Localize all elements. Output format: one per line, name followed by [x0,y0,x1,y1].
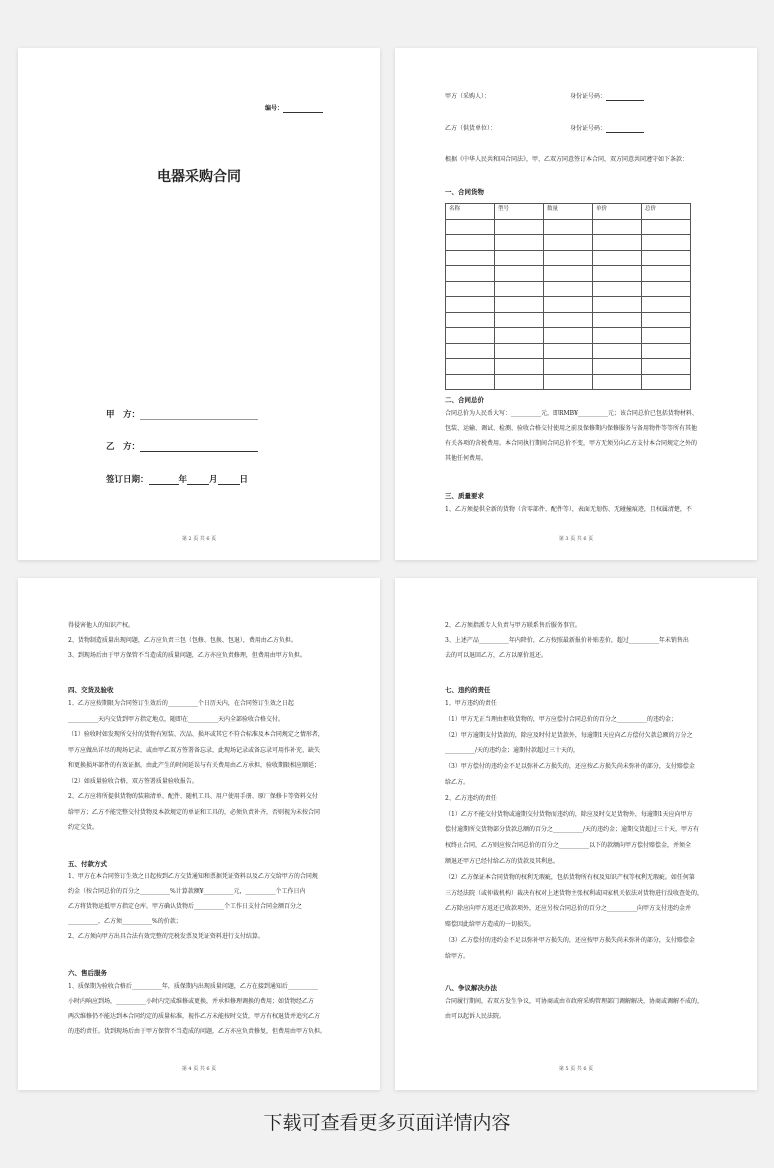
buyer-id-label [570,93,644,101]
paragraph-line: （2）乙方保证本合同货物的权利无瑕疵，包括货物所有权及知识产权等权利无瑕疵。如任何第 [445,873,695,881]
section-5-heading: 五、付款方式 [68,860,107,868]
sign-date-line [106,473,248,485]
table-cell [593,235,642,251]
section-1-heading: 一、合同货物 [445,188,484,196]
paragraph-line: 1、乙方应按期限为合同签订生效后的__________个日历天内，在合同签订生效之日起 [68,700,294,707]
table-cell [446,266,495,282]
buyer-id-text: 身份证号码： [570,93,607,100]
paragraph-line: 有关各项的含税费用。本合同执行期间合同总价不变，甲方无须另向乙方支付本合同规定之外的 [445,440,698,447]
page-number: 第 2 页 共 6 页 [181,536,217,542]
buyer-label: 甲方（采购人）： [445,93,491,100]
paragraph-line: 小时内响应到场，__________小时内完成维修或更换，并承担修理调换的费用；如货物经乙方 [68,998,315,1005]
page-number: 第 4 页 共 6 页 [181,1066,217,1072]
table-cell [446,328,495,344]
table-cell [495,328,544,344]
table-header-row [446,204,691,220]
goods-table [445,203,691,390]
paragraph-line: 两次维修仍不能达到本合同约定的质量标准，视作乙方未能按时交货，甲方有权退货并追究乙方 [68,1013,321,1020]
table-row [446,250,691,266]
table-cell [544,266,593,282]
table-cell [642,235,691,251]
paragraph-line: 给乙方。 [445,779,470,786]
table-cell [544,250,593,266]
table-cell [544,297,593,313]
table-cell [544,312,593,328]
paragraph-line: 和更换损坏部件的有效证据，由此产生的时间延误与有关费用由乙方承担，验收期限相应顺延； [68,762,321,769]
table-cell [446,281,495,297]
table-cell [495,374,544,390]
table-cell [642,312,691,328]
section-7-heading: 七、违约的责任 [445,686,491,694]
paragraph-line: 1、甲方违约的责任 [445,700,497,707]
section-6-heading: 六、售后服务 [68,969,107,977]
table-cell [642,343,691,359]
paragraph-line: 1、质保期为验收合格后__________年，质保期内出现质量问题，乙方在接到通知后__________ [68,983,318,990]
table-header-cell: 总价 [642,204,691,220]
table-cell [593,281,642,297]
goods-table-body [446,204,691,390]
paragraph-line: 约定交货。 [68,824,99,831]
table-row [446,219,691,235]
section-2-heading: 二、合同总价 [445,396,484,404]
paragraph-line: 1、乙方须提供全新的货物（含零部件、配件等），表面无划伤、无碰撞痕迹，且权属清楚，不 [445,506,692,513]
day-blank [218,476,240,485]
paragraph-line: 3、到现场后由于甲方保管不当造成的质量问题，乙方亦应负责修理，但费用由甲方负担。 [68,652,306,659]
paragraph-line: 额退还甲方已经付给乙方的货款及其利息。 [445,858,560,865]
paragraph-line: （1）乙方不能交付货物或逾期交付货物而违约的，除应及时交足货物外，每逾期1天应向甲方 [445,810,693,818]
table-cell [593,328,642,344]
year-blank [149,476,179,485]
table-header-cell: 名称 [446,204,495,220]
table-cell [544,374,593,390]
table-cell [446,312,495,328]
table-header-cell: 数量 [544,204,593,220]
table-cell [495,297,544,313]
table-cell [544,219,593,235]
table-cell [593,250,642,266]
paragraph-line: 其他任何费用。 [445,455,488,462]
paragraph-line: 2、货物制造质量出现问题，乙方应负责三包（包修、包换、包退），费用由乙方负担。 [68,637,297,644]
page-4 [395,578,757,1090]
table-cell [446,235,495,251]
paragraph-line: （3）甲方偿付的违约金不足以弥补乙方损失的，还应按乙方损失尚未弥补的部分，支付赔偿金 [445,763,695,771]
table-cell [642,328,691,344]
paragraph-line: 乙方除应向甲方返还已收款项外，还应另按合同总价的百分之__________向甲方支付违约金并 [445,905,692,913]
paragraph-line: 给甲方。 [445,952,470,960]
paragraph-line: 合同履行期间，若双方发生争议，可协商或由市政府采购管理部门调解解决，协商或调解不成的， [445,998,704,1005]
paragraph-line: 赔偿因此给甲方造成的一切损失。 [445,921,536,929]
table-cell [495,359,544,375]
table-cell [544,235,593,251]
table-cell [593,219,642,235]
paragraph-line: 2、乙方须向甲方出具合法有效完整的完税发票及凭证资料进行支付结算。 [68,933,264,940]
contract-number-label: 编号： [265,105,284,112]
table-row [446,235,691,251]
table-cell [495,235,544,251]
paragraph-line: 去的可以退回乙方，乙方以原价返还。 [445,652,548,659]
section-3-heading: 三、质量要求 [445,492,484,500]
seller-id-label [570,125,644,133]
seller-id-blank [606,126,644,133]
table-cell [544,359,593,375]
paragraph-line: 包装、运输、调试、检测、验收合格交付使用之前及保修期内保修服务与备用物件等等所有其他 [445,425,698,432]
paragraph-line: 2、乙方须指派专人负责与甲方联系售后服务事宜。 [445,622,581,629]
paragraph-line: __________/天的违约金；逾期付款超过三十天的， [445,747,580,755]
table-row [446,343,691,359]
table-cell [642,266,691,282]
table-row [446,312,691,328]
page-3 [18,578,380,1090]
table-cell [495,281,544,297]
paragraph-line: 约金（按合同总价的百分之__________%计算款额¥__________元，__________个工作日内 [68,888,306,895]
page-number: 第 5 页 共 6 页 [558,1066,594,1072]
paragraph-line: 由可以起诉人民法院。 [445,1013,506,1020]
paragraph-line: __________天内交货到甲方指定地点，随即在__________天内全部验收合格交付。 [68,715,285,723]
table-cell [642,219,691,235]
table-cell [495,343,544,359]
seller-id-text: 身份证号码： [570,125,607,132]
table-cell [642,281,691,297]
buyer-id-blank [606,94,644,101]
day-label: 日 [239,475,249,485]
contract-number-blank [283,104,323,113]
paragraph-line: 1、甲方在本合同签订生效之日起按到乙方交货通知和票据凭证资料以及乙方交给甲方的合同规 [68,873,318,880]
paragraph-line: 3、上述产品__________年内降价，乙方按照最新报价补贴差价，超过__________年未销售出 [445,637,689,644]
table-cell [544,281,593,297]
table-cell [495,219,544,235]
table-cell [446,343,495,359]
paragraph-line: 偿付逾期所交货物部分货款总额的百分之__________/天的违约金；逾期交货超过三十天，甲方有 [445,826,700,834]
table-row [446,266,691,282]
page-number: 第 3 页 共 6 页 [558,536,594,542]
paragraph-line: （1）验收时如发现所交付的货物有短装、次品、损坏或其它不符合标准及本合同规定之情形者， [68,731,324,738]
sign-date-label: 签订日期： [106,475,149,485]
table-cell [593,343,642,359]
table-cell [642,359,691,375]
paragraph-line: 得侵害他人的知识产权。 [68,622,135,629]
table-cell [544,328,593,344]
table-row [446,359,691,375]
table-cell [544,343,593,359]
paragraph-line: 权终止合同，乙方则应按合同总价的百分之__________以下的款额向甲方偿付赔偿金，并须全 [445,842,692,850]
paragraph-line: 甲方应做出详尽的现场记录，或由甲乙双方签署备忘录，此现场记录或备忘录可用作补充、缺失 [68,746,321,754]
table-row [446,328,691,344]
section-4-heading: 四、交货及验收 [68,686,114,694]
party-b-blank [140,443,258,452]
table-cell [446,219,495,235]
party-b-label: 乙 方： [106,442,141,452]
party-a-blank [140,411,258,420]
month-label: 月 [209,475,218,485]
table-cell [593,374,642,390]
contract-number [265,104,323,113]
table-header-cell: 单价 [593,204,642,220]
month-blank [187,476,209,485]
table-cell [446,250,495,266]
table-row [446,374,691,390]
page-2 [395,48,757,560]
paragraph-line: 2、乙方违约的责任 [445,794,497,802]
intro-text: 根据《中华人民共和国合同法》，甲、乙双方同意签订本合同，双方同意共同遵守如下条款： [445,156,689,163]
paragraph-line: 的违约责任。货到现场后由于甲方保管不当造成的问题，乙方亦应负责修复，但费用由甲方负担。 [68,1028,327,1035]
paragraph-line: （1）甲方无正当理由拒收货物的，甲方应偿付合同总价的百分之__________的违约金； [445,715,677,723]
table-cell [642,250,691,266]
year-label: 年 [178,475,188,485]
table-cell [642,374,691,390]
table-cell [446,374,495,390]
table-cell [495,250,544,266]
party-a-line [106,408,258,420]
table-cell [495,312,544,328]
paragraph-line: 2、乙方应将所提供货物的装箱清单、配件、随机工具、用户使用手册、原厂保修卡等资料交付 [68,793,318,800]
paragraph-line: 合同总价为人民币大写：__________元，即RMB¥__________元；该合同总价已包括货物材料、 [445,410,698,417]
table-cell [446,359,495,375]
table-cell [593,359,642,375]
paragraph-line: 给甲方；乙方不能完整交付货物及本款规定的单证和工具的，必须负责补齐，否则视为未按合同 [68,808,321,816]
table-cell [495,266,544,282]
paragraph-line: 乙方将货物运抵甲方指定仓库，甲方确认货物后__________个工作日支付合同金额百分之 [68,903,303,910]
party-b-line [106,440,258,452]
paragraph-line: （2）甲方逾期支付货款的，除应及时付足货款外，每逾期1天应向乙方偿付欠款总额的万分之 [445,731,693,739]
table-header-cell: 型号 [495,204,544,220]
table-cell [642,297,691,313]
page-cover [18,48,380,560]
paragraph-line: 三方经法院（或仲裁机构）裁决有权对上述货物主张权利或国家机关依法对货物进行没收查处的， [445,889,704,897]
paragraph-line: __________，乙方须__________%的价款； [68,918,182,925]
table-cell [593,266,642,282]
table-row [446,281,691,297]
table-cell [593,297,642,313]
download-more-prompt[interactable]: 下载可查看更多页面详情内容 [263,1112,511,1134]
table-cell [593,312,642,328]
page-title: 电器采购合同 [157,169,241,185]
paragraph-line: （3）乙方偿付的违约金不足以弥补甲方损失的，还应按甲方损失尚未弥补的部分，支付赔偿金 [445,937,695,944]
table-row [446,297,691,313]
party-a-label: 甲 方： [106,410,141,420]
table-cell [446,297,495,313]
seller-label: 乙方（供货单位）： [445,125,497,132]
section-8-heading: 八、争议解决办法 [445,984,497,992]
paragraph-line: （2）如质量验收合格，双方签署质量验收报告。 [68,777,198,785]
